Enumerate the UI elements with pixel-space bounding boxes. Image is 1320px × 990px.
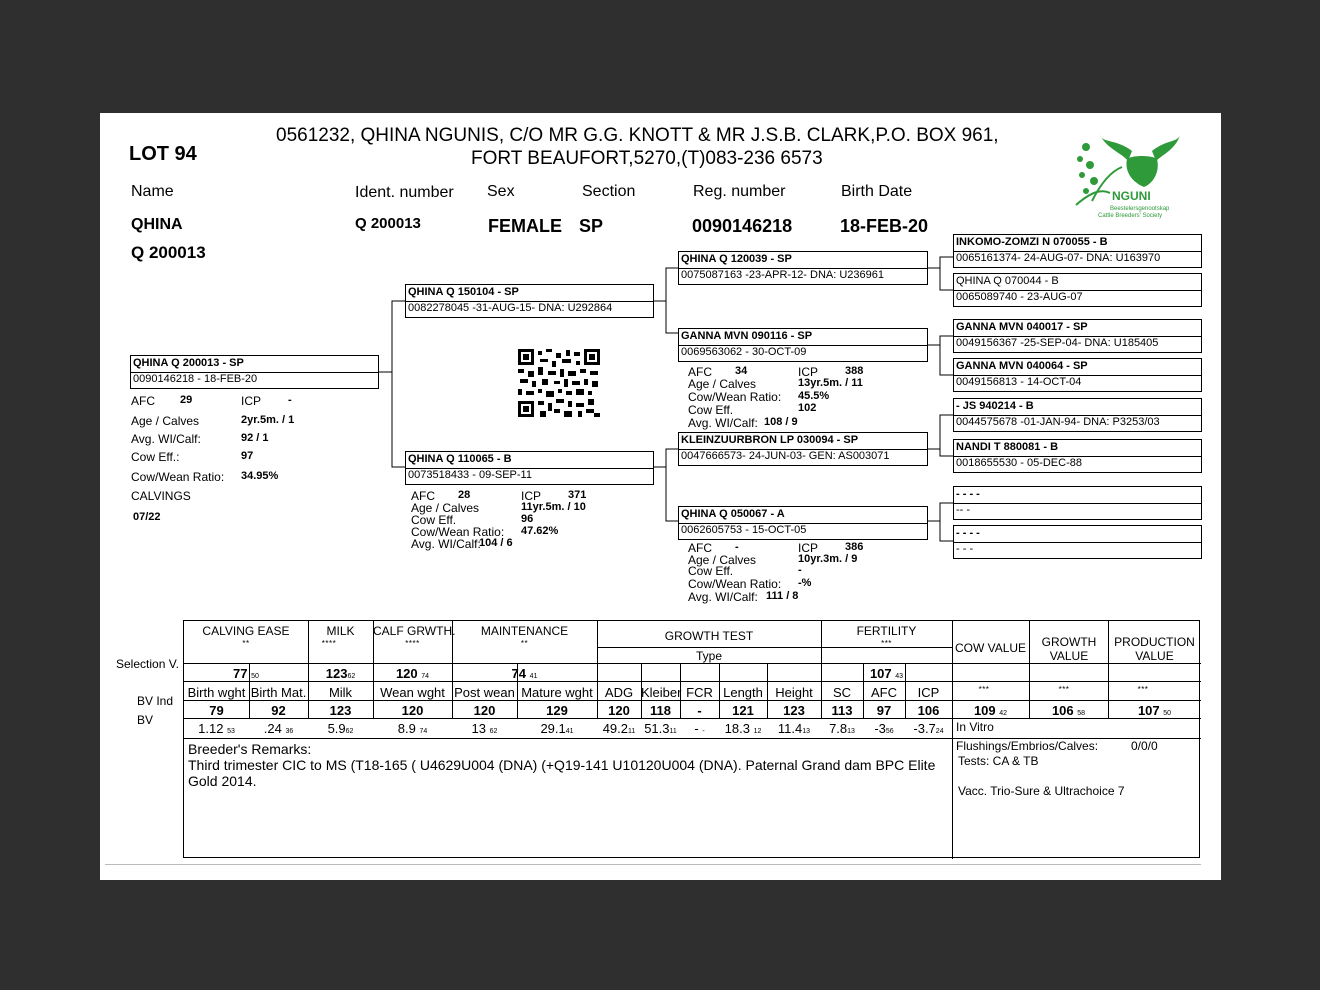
- bvind-value: 123: [783, 703, 805, 718]
- ident-label: Ident. number: [355, 184, 454, 201]
- bv-value: 8.9 74: [397, 721, 428, 736]
- animal-afc-label: AFC: [131, 394, 155, 408]
- gg-sub: 0018655530 - 05-DEC-88: [956, 457, 1082, 469]
- sd-sub: 0069563062 - 30-OCT-09: [681, 346, 807, 358]
- logo-text: NGUNI: [1112, 189, 1151, 203]
- dd-wi-label: Avg. WI/Calf:: [688, 590, 758, 604]
- animal-icp: -: [288, 394, 292, 406]
- production-value-header: PRODUCTION VALUE: [1114, 635, 1195, 663]
- bv-value: -356: [874, 721, 894, 736]
- bv-value: 13 62: [471, 721, 498, 736]
- trait-header: Post wean: [454, 685, 515, 700]
- trait-header: Length: [723, 685, 763, 700]
- sd-cow: 102: [798, 402, 817, 414]
- pedigree-gg-8: [953, 525, 1202, 559]
- bvind-value: 121: [732, 703, 754, 718]
- animal-age: 2yr.5m. / 1: [241, 414, 295, 426]
- remarks-label: Breeder's Remarks:: [188, 741, 312, 757]
- dam-age-label: Age / Calves: [411, 501, 480, 515]
- trait-header: ICP: [917, 685, 940, 700]
- sel-milk: 12362: [325, 666, 356, 681]
- pedigree-gg-5: [953, 398, 1202, 432]
- breeding-values-table: [183, 620, 1200, 858]
- dd-age-label: Age / Calves: [688, 553, 757, 567]
- pedigree-gg-2: [953, 273, 1202, 307]
- ds-sub: 0047666573- 24-JUN-03- GEN: AS003071: [681, 450, 890, 462]
- trait-header: Mature wght: [521, 685, 593, 700]
- calvings-value: 07/22: [133, 511, 161, 523]
- animal-cwr-label: Cow/Wean Ratio:: [131, 470, 225, 484]
- dd-icp: 386: [845, 541, 864, 553]
- gg-title: GANNA MVN 040017 - SP: [956, 321, 1088, 333]
- dam-icp-label: ICP: [521, 489, 542, 503]
- bvind-value: 106: [917, 703, 940, 718]
- bv-value: 1.12 53: [198, 721, 235, 736]
- pedigree-dam: [405, 451, 654, 485]
- pedigree-sire: [405, 284, 654, 318]
- dd-icp-label: ICP: [798, 541, 819, 555]
- sd-wi: 108 / 9: [764, 416, 798, 428]
- dd-cow-label: Cow Eff.: [688, 564, 734, 578]
- gg-sub: 0049156367 -25-SEP-04- DNA: U185405: [956, 337, 1159, 349]
- in-vitro-label: In Vitro: [956, 720, 994, 734]
- animal-cow-label: Cow Eff.:: [131, 450, 180, 464]
- bvind-value: 79: [209, 703, 224, 718]
- sel-maint: 74 41: [511, 666, 538, 681]
- bv-value: 51.311: [644, 721, 677, 736]
- sel-calving: 77 50: [233, 666, 259, 681]
- section-label: Section: [582, 183, 636, 200]
- bvind-value: 118: [650, 703, 671, 718]
- dam-age: 11yr.5m. / 10: [521, 501, 586, 513]
- production-value: 107 50: [1137, 703, 1172, 718]
- bv-value: .24 36: [263, 721, 294, 736]
- cow-value-stars: ***: [978, 685, 990, 694]
- growth-value-stars: ***: [1058, 685, 1070, 694]
- reg-label: Reg. number: [693, 183, 786, 200]
- trait-header: Birth Mat.: [250, 685, 307, 700]
- dam-cow-label: Cow Eff.: [411, 513, 457, 527]
- growth-value-header: GROWTH VALUE: [1041, 635, 1097, 663]
- sd-icp: 388: [845, 365, 864, 377]
- remarks-line-2: Gold 2014.: [188, 773, 257, 789]
- sire-sub: 0082278045 -31-AUG-15- DNA: U292864: [408, 302, 613, 314]
- animal-cwr: 34.95%: [241, 470, 279, 482]
- gg-title: - - - -: [956, 527, 980, 539]
- sd-afc: 34: [735, 365, 748, 377]
- growth-value: 106 58: [1051, 703, 1086, 718]
- vaccination-text: Vacc. Trio-Sure & Ultrachoice 7: [958, 784, 1125, 798]
- trait-header: Wean wght: [380, 685, 445, 700]
- fertility-stars: ***: [881, 639, 892, 648]
- trait-header: Milk: [328, 685, 353, 700]
- sd-cwr: 45.5%: [798, 390, 830, 402]
- dd-age: 10yr.3m. / 9: [798, 553, 858, 565]
- milk-header: MILK: [326, 624, 355, 638]
- tests-text: Tests: CA & TB: [958, 754, 1039, 768]
- sel-calf: 120 74: [395, 666, 430, 681]
- gg-sub: 0065161374- 24-AUG-07- DNA: U163970: [956, 252, 1161, 264]
- fertility-header: FERTILITY: [856, 624, 917, 638]
- bv-value: 5.962: [327, 721, 354, 736]
- cow-value-header: COW VALUE: [954, 641, 1027, 655]
- gg-sub: - - -: [956, 543, 974, 555]
- sd-title: GANNA MVN 090116 - SP: [681, 330, 813, 342]
- pedigree-animal: [130, 355, 379, 389]
- dd-cwr-label: Cow/Wean Ratio:: [688, 577, 782, 591]
- lot-number: LOT 94: [129, 143, 197, 165]
- bvind-value: 123: [329, 703, 352, 718]
- dam-cow: 96: [521, 513, 534, 525]
- calvings-label: CALVINGS: [131, 489, 191, 503]
- sex-label: Sex: [487, 183, 515, 200]
- calving-stars: **: [242, 639, 250, 648]
- name-label: Name: [131, 183, 174, 200]
- gg-title: QHINA Q 070044 - B: [956, 275, 1059, 287]
- animal-title: QHINA Q 200013 - SP: [133, 357, 244, 369]
- sd-age: 13yr.5m. / 11: [798, 377, 863, 389]
- name-value: QHINA: [131, 216, 183, 233]
- sel-fert: 107 43: [869, 666, 904, 681]
- trait-header: Height: [775, 685, 813, 700]
- cow-value: 109 42: [973, 703, 1008, 718]
- bv-value: 11.413: [777, 721, 811, 736]
- bv-value: - -: [694, 721, 705, 736]
- bvind-value: 129: [546, 703, 568, 718]
- birth-value: 18-FEB-20: [840, 216, 929, 236]
- bvind-value: 97: [876, 703, 892, 718]
- ident-value: Q 200013: [355, 215, 421, 232]
- gg-title: NANDI T 880081 - B: [956, 441, 1059, 453]
- dd-afc-label: AFC: [688, 541, 712, 555]
- type-header: Type: [695, 649, 722, 663]
- animal-sub: 0090146218 - 18-FEB-20: [133, 373, 258, 385]
- ss-sub: 0075087163 -23-APR-12- DNA: U236961: [681, 269, 885, 281]
- pedigree-gg-3: [953, 319, 1202, 353]
- bv-value: 29.141: [540, 721, 574, 736]
- production-value-stars: ***: [1137, 685, 1149, 694]
- trait-header: AFC: [871, 685, 897, 700]
- sd-cwr-label: Cow/Wean Ratio:: [688, 390, 782, 404]
- birth-label: Birth Date: [841, 183, 913, 200]
- flushings-label: Flushings/Embrios/Calves:: [956, 739, 1099, 753]
- dd-wi: 111 / 8: [766, 590, 799, 602]
- sex-value: FEMALE: [488, 216, 562, 236]
- animal-cow: 97: [241, 450, 254, 462]
- bv-label: BV: [137, 713, 154, 727]
- bv-value: -3.724: [913, 721, 944, 736]
- pedigree-sire-dam: [678, 328, 928, 362]
- dd-afc: -: [735, 541, 739, 553]
- dam-title: QHINA Q 110065 - B: [408, 453, 512, 465]
- gg-sub: 0065089740 - 23-AUG-07: [956, 291, 1083, 303]
- calving-ease-header: CALVING EASE: [202, 624, 290, 638]
- dam-wi-label: Avg. WI/Calf:: [411, 537, 481, 551]
- trait-header: Kleiber: [641, 685, 682, 700]
- animal-icp-label: ICP: [241, 394, 262, 408]
- animal-wi-label: Avg. WI/Calf:: [131, 432, 201, 446]
- dd-cwr: -%: [798, 577, 812, 589]
- bottom-divider: [105, 864, 1201, 865]
- dam-icp: 371: [568, 489, 587, 501]
- sd-icp-label: ICP: [798, 365, 819, 379]
- gg-sub: -- -: [956, 504, 971, 516]
- dd-sub: 0062605753 - 15-OCT-05: [681, 524, 807, 536]
- dam-afc: 28: [458, 489, 471, 501]
- breeder-line-2: FORT BEAUFORT,5270,(T)083-236 6573: [471, 148, 823, 169]
- logo-sub-1: Beestelersgenootskap: [1110, 206, 1170, 212]
- bv-value: 18.3 12: [724, 721, 762, 736]
- bvind-value: 120: [473, 703, 496, 718]
- sd-cow-label: Cow Eff.: [688, 403, 734, 417]
- animal-afc: 29: [180, 394, 193, 406]
- maintenance-header: MAINTENANCE: [480, 624, 569, 638]
- sd-wi-label: Avg. WI/Calf:: [688, 416, 758, 430]
- selection-label: Selection V.: [116, 657, 179, 671]
- calf-growth-header: CALF GRWTH.: [373, 624, 456, 638]
- remarks-line-1: Third trimester CIC to MS (T18-165 ( U4629U004 (DNA) (+Q19-141 U10120U004 (DNA). Paternal Grand dam BPC Elite: [188, 757, 936, 773]
- bvind-value: 92: [271, 703, 286, 718]
- dd-title: QHINA Q 050067 - A: [681, 508, 785, 520]
- bvind-value: 113: [831, 703, 853, 718]
- bv-value: 7.813: [829, 721, 855, 736]
- ss-title: QHINA Q 120039 - SP: [681, 253, 792, 265]
- sd-age-label: Age / Calves: [688, 377, 757, 391]
- trait-header: SC: [832, 685, 852, 700]
- animal-age-label: Age / Calves: [131, 414, 200, 428]
- pedigree-gg-7: [953, 486, 1202, 520]
- pedigree-sire-sire: [678, 251, 928, 285]
- bvind-value: 120: [608, 703, 630, 718]
- breeder-line-1: 0561232, QHINA NGUNIS, C/O MR G.G. KNOTT & MR J.S.B. CLARK,P.O. BOX 961,: [276, 125, 999, 146]
- pedigree-dam-sire: [678, 432, 928, 466]
- dam-cwr: 47.62%: [521, 525, 559, 537]
- trait-header: Birth wght: [187, 685, 246, 700]
- dd-cow: -: [798, 564, 802, 576]
- milk-stars: ****: [321, 639, 337, 648]
- sd-afc-label: AFC: [688, 365, 712, 379]
- ds-title: KLEINZUURBRON LP 030094 - SP: [681, 434, 859, 446]
- gg-title: - JS 940214 - B: [956, 400, 1034, 412]
- qr-code: [518, 349, 600, 417]
- maintenance-stars: **: [520, 639, 529, 648]
- catalogue-page: [100, 113, 1221, 880]
- sire-title: QHINA Q 150104 - SP: [408, 286, 519, 298]
- bvind-value: 120: [401, 703, 424, 718]
- pedigree-dam-dam: [678, 506, 928, 540]
- bv-value: 49.211: [602, 721, 636, 736]
- dam-afc-label: AFC: [411, 489, 435, 503]
- pedigree-gg-1: [953, 234, 1202, 268]
- section-value: SP: [579, 216, 604, 236]
- gg-sub: 0049156813 - 14-OCT-04: [956, 376, 1082, 388]
- dam-wi: 104 / 6: [479, 537, 513, 549]
- flushings-value: 0/0/0: [1131, 739, 1158, 753]
- bvind-label: BV Ind: [137, 694, 174, 708]
- trait-header: FCR: [686, 685, 713, 700]
- pedigree-gg-4: [953, 358, 1202, 392]
- trait-header: ADG: [604, 685, 634, 700]
- dam-cwr-label: Cow/Wean Ratio:: [411, 525, 505, 539]
- gg-title: - - - -: [956, 488, 980, 500]
- animal-wi: 92 / 1: [241, 432, 269, 444]
- growth-test-header: GROWTH TEST: [664, 629, 754, 643]
- gg-title: GANNA MVN 040064 - SP: [956, 360, 1088, 372]
- name-value-2: Q 200013: [131, 243, 206, 262]
- bvind-value: -: [697, 703, 702, 718]
- gg-sub: 0044575678 -01-JAN-94- DNA: P3253/03: [956, 416, 1160, 428]
- pedigree-gg-6: [953, 439, 1202, 473]
- reg-value: 0090146218: [692, 216, 793, 236]
- dam-sub: 0073518433 - 09-SEP-11: [408, 469, 532, 481]
- gg-title: INKOMO-ZOMZI N 070055 - B: [956, 236, 1108, 248]
- logo-sub-2: Cattle Breeders' Society: [1098, 213, 1163, 219]
- calf-growth-stars: ****: [405, 639, 420, 648]
